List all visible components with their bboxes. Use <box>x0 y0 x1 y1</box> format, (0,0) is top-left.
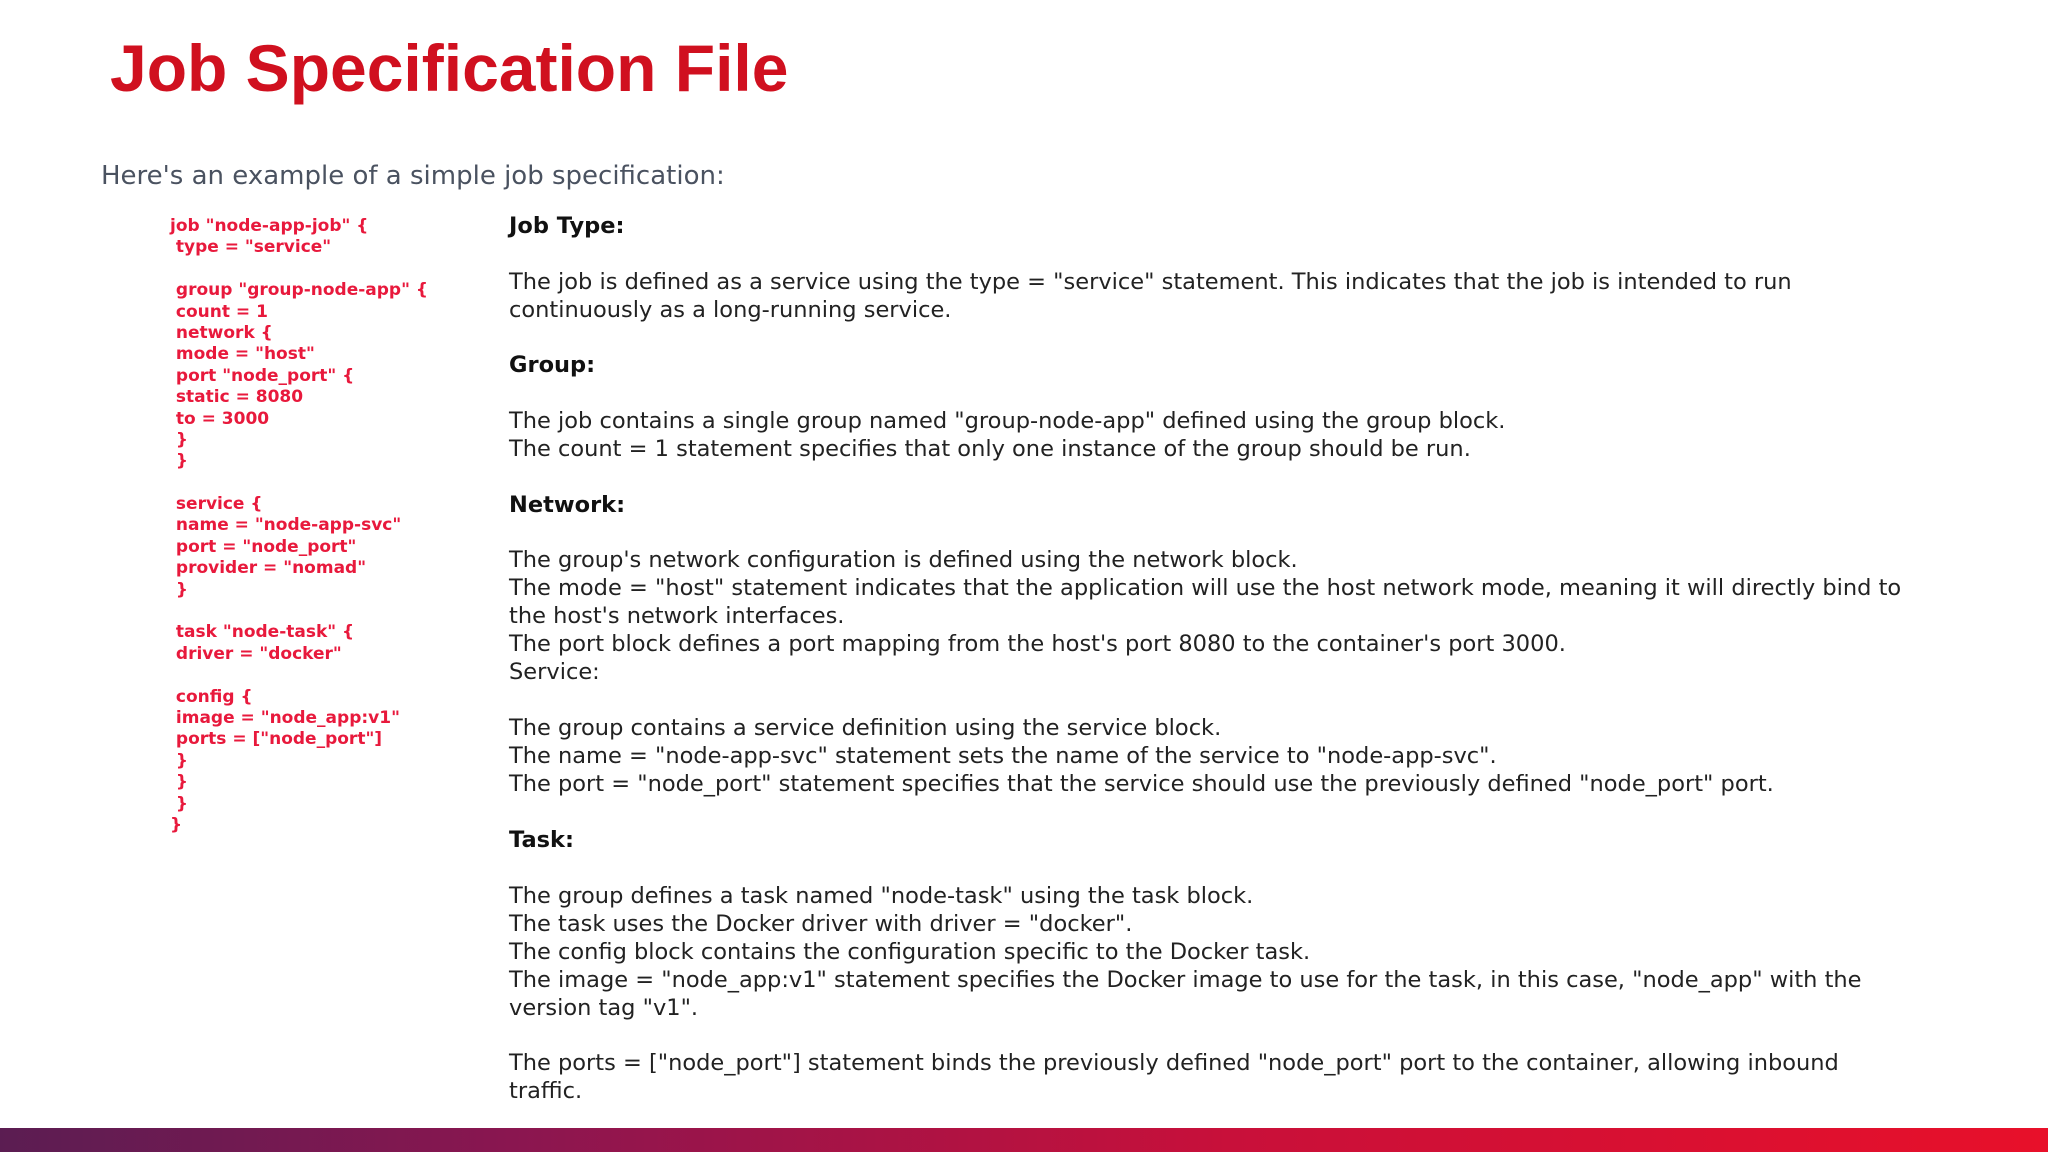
code-line: port = "node_port" <box>170 536 357 557</box>
code-line: provider = "nomad" <box>170 558 367 579</box>
code-line: count = 1 <box>170 301 268 322</box>
spacer <box>509 379 1909 407</box>
code-line <box>170 473 428 494</box>
body-text-line: The group defines a task named "node-task" using the task block. <box>509 882 1254 909</box>
body-text-line: The port block defines a port mapping from the host's port 8080 to the container's port 3000. <box>509 631 1566 658</box>
section-heading: Job Type: <box>509 213 625 239</box>
code-block <box>170 216 428 836</box>
spacer <box>509 324 1909 352</box>
body-text-line: the host's network interfaces. <box>509 603 845 630</box>
code-line: } <box>170 579 189 600</box>
intro-text: Here's an example of a simple job specification: <box>101 161 725 191</box>
code-line: port "node_port" { <box>170 365 355 386</box>
code-line: } <box>170 814 183 835</box>
spacer <box>509 854 1909 882</box>
code-line: to = 3000 <box>170 408 270 429</box>
body-text-line: The ports = ["node_port"] statement binds the previously defined "node_port" port to the container, allowing inbound <box>509 1050 1839 1077</box>
code-line: name = "node-app-svc" <box>170 515 402 536</box>
body-text-line: The group's network configuration is defined using the network block. <box>509 547 1298 574</box>
spacer <box>509 463 1909 491</box>
code-line: service { <box>170 494 263 515</box>
body-text-line: continuously as a long-running service. <box>509 296 952 323</box>
spacer <box>509 519 1909 547</box>
body-text-line: The mode = "host" statement indicates that the application will use the host network mode, meaning it will directly bind to <box>509 575 1902 602</box>
code-line: task "node-task" { <box>170 622 355 643</box>
body-text-line: The count = 1 statement specifies that only one instance of the group should be run. <box>509 436 1471 463</box>
body-text-line: version tag "v1". <box>509 994 699 1021</box>
code-line: } <box>170 451 189 472</box>
slide-title: Job Specification File <box>110 31 789 105</box>
section-heading: Group: <box>509 352 596 379</box>
code-line <box>170 665 428 686</box>
code-line: } <box>170 772 189 793</box>
code-line: group "group-node-app" { <box>170 280 428 301</box>
body-text-line: traffic. <box>509 1078 583 1105</box>
code-line: } <box>170 429 189 450</box>
code-line <box>170 259 428 280</box>
body-text-line: The job is defined as a service using the type = "service" statement. This indicates that the job is intended to run <box>509 268 1792 295</box>
body-text-line: The job contains a single group named "group-node-app" defined using the group block. <box>509 408 1506 435</box>
code-line: job "node-app-job" { <box>170 216 369 236</box>
code-line: ports = ["node_port"] <box>170 729 383 750</box>
spacer <box>509 240 1909 268</box>
spacer <box>509 686 1909 714</box>
body-text-line: Service: <box>509 659 600 686</box>
spacer <box>509 798 1909 826</box>
code-line: } <box>170 793 189 814</box>
code-line: type = "service" <box>170 237 332 258</box>
body-text-line: The port = "node_port" statement specifies that the service should use the previously defined "node_port" port. <box>509 771 1774 798</box>
spacer <box>509 1022 1909 1050</box>
code-line: network { <box>170 322 273 343</box>
section-heading: Task: <box>509 826 574 853</box>
spec-explanation <box>509 212 1909 1105</box>
code-line <box>170 601 428 622</box>
section-heading: Network: <box>509 491 626 518</box>
code-line: config { <box>170 686 253 707</box>
body-text-line: The group contains a service definition using the service block. <box>509 715 1222 742</box>
body-text-line: The image = "node_app:v1" statement specifies the Docker image to use for the task, in this case, "node_app" with the <box>509 966 1862 993</box>
code-line: } <box>170 750 189 771</box>
bottom-gradient-bar <box>0 1128 2048 1152</box>
code-line: mode = "host" <box>170 344 315 365</box>
body-text-line: The config block contains the configuration specific to the Docker task. <box>509 938 1311 965</box>
body-text-line: The task uses the Docker driver with driver = "docker". <box>509 910 1133 937</box>
body-text-line: The name = "node-app-svc" statement sets the name of the service to "node-app-svc". <box>509 743 1497 770</box>
code-line: static = 8080 <box>170 387 304 408</box>
code-line: driver = "docker" <box>170 643 342 664</box>
code-line: image = "node_app:v1" <box>170 707 400 728</box>
